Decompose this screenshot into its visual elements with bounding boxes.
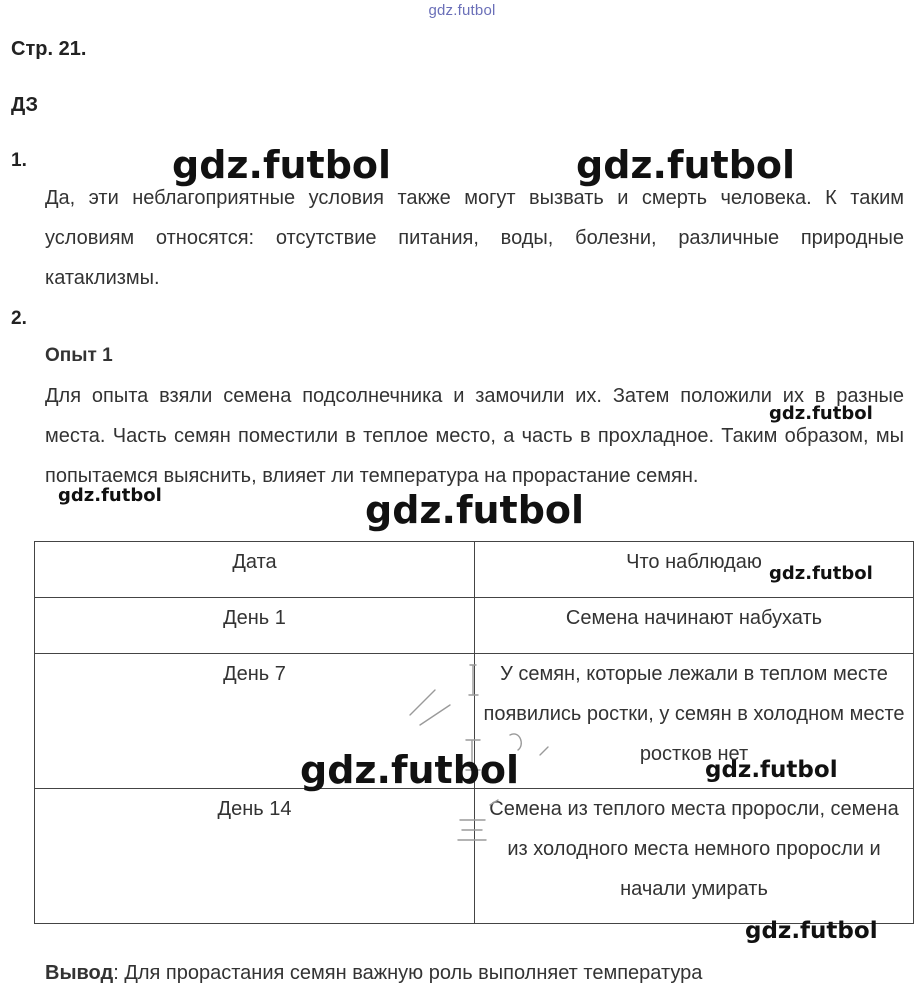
- page-reference: Стр. 21.: [11, 38, 87, 60]
- conclusion: [45, 962, 702, 985]
- watermark: gdz.futbol: [769, 563, 873, 584]
- table-row: [35, 598, 914, 654]
- conclusion-label: Вывод: [45, 962, 114, 984]
- row-date: День 7: [223, 663, 286, 685]
- watermark: gdz.futbol: [769, 403, 873, 424]
- question-1-answer: Да, эти неблагоприятные условия также могут вызвать и смерть человека. К таким условиям относятся: отсутствие питания, воды, болезни, различные природные катаклизмы.: [45, 187, 904, 289]
- row-observation: Семена начинают набухать: [565, 607, 823, 629]
- watermark: gdz.futbol: [172, 143, 392, 187]
- watermark: gdz.futbol: [576, 143, 796, 187]
- experiment-title: Опыт 1: [45, 345, 113, 366]
- conclusion-text: : Для прорастания семян важную роль выполняет температура: [113, 962, 703, 984]
- watermark: gdz.futbol: [58, 485, 162, 506]
- table-header-observation-label: Что наблюдаю: [626, 551, 762, 573]
- table-cell-date: [35, 598, 475, 654]
- top-watermark: gdz.futbol: [428, 2, 496, 19]
- table-cell-observation: [475, 598, 914, 654]
- table-header-date-label: Дата: [232, 551, 277, 573]
- watermark: gdz.futbol: [365, 488, 585, 532]
- watermark: gdz.futbol: [745, 918, 878, 944]
- row-observation: У семян, которые лежали в теплом месте появились ростки, у семян в холодном месте ростков нет: [483, 663, 905, 765]
- watermark: gdz.futbol: [705, 757, 838, 783]
- row-date: День 14: [217, 798, 292, 820]
- question-2-number: 2.: [11, 308, 27, 329]
- section-heading: ДЗ: [11, 94, 39, 116]
- row-observation: Семена из теплого места проросли, семена из холодного места немного проросли и начали умирать: [489, 798, 899, 900]
- experiment-description: Для опыта взяли семена подсолнечника и замочили их. Затем положили их в разные места. Часть семян поместили в теплое место, а часть в прохладное. Таким образом, мы попытаемся выяснить, влияет ли температура на прорастание семян.: [45, 385, 904, 487]
- table-header-date: [35, 542, 475, 598]
- row-date: День 1: [223, 607, 286, 629]
- watermark: gdz.futbol: [300, 748, 520, 792]
- question-1-number: 1.: [11, 150, 27, 171]
